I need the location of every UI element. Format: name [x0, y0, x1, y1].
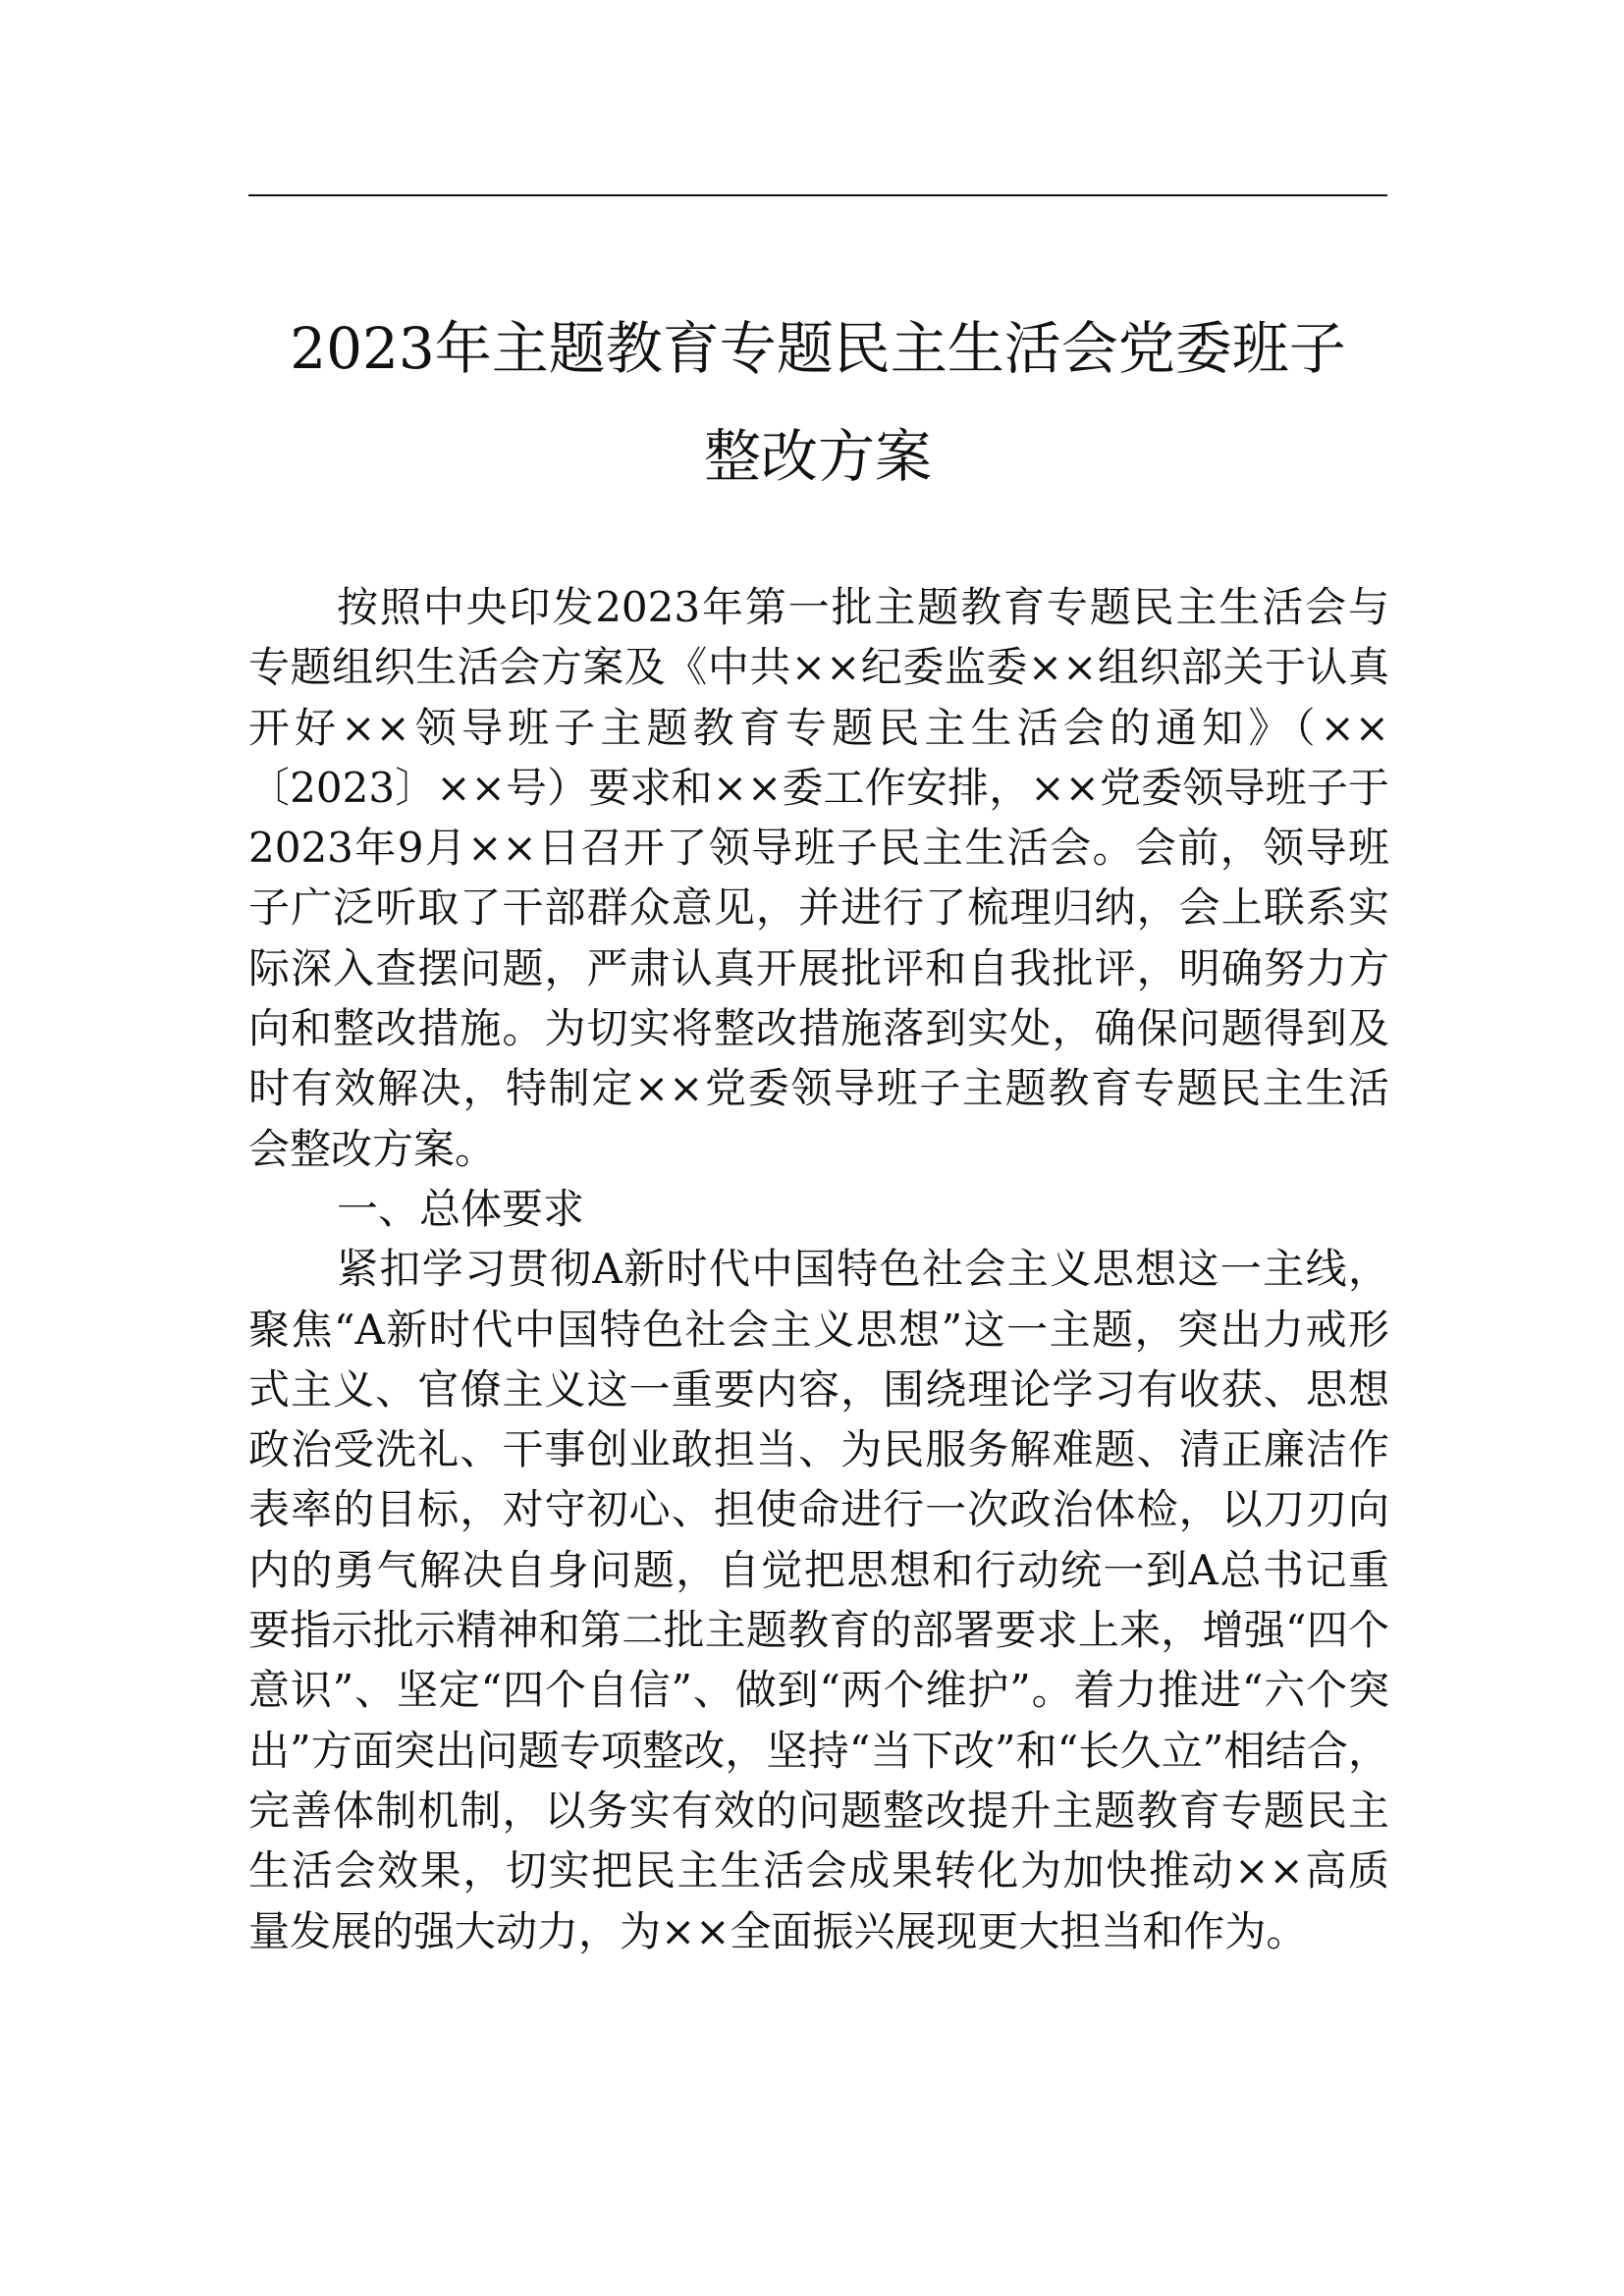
section-paragraph-general-requirements: 紧扣学习贯彻A新时代中国特色社会主义思想这一主线，聚焦“A新时代中国特色社会主义思想”这一主题，突出力戒形式主义、官僚主义这一重要内容，围绕理论学习有收获、思想政治受洗礼、干事创业敢担当、为民服务解难题、清正廉洁作表率的目标，对守初心、担使命进行一次政治体检，以刀刃向内的勇气解决自身问题，自觉把思想和行动统一到A总书记重要指示批示精神和第二批主题教育的部署要求上来，增强“四个意识”、坚定“四个自信”、做到“两个维护”。着力推进“六个突出”方面突出问题专项整改，坚持“当下改”和“长久立”相结合，完善体制机制，以务实有效的问题整改提升主题教育专题民主生活会效果，切实把民主生活会成果转化为加快推动××高质量发展的强大动力，为××全面振兴展现更大担当和作为。 [248, 1245, 1389, 1955]
title-line-1: 2023年主题教育专题民主生活会党委班子 [290, 315, 1346, 382]
section-heading-general-requirements: 一、总体要求 [337, 1184, 585, 1233]
document-title [248, 294, 1387, 510]
document-body [248, 577, 1389, 1961]
intro-paragraph: 按照中央印发2023年第一批主题教育专题民主生活会与专题组织生活会方案及《中共××纪委监委××组织部关于认真开好××领导班子主题教育专题民主生活会的通知》（××〔2023〕××号）要求和××委工作安排，××党委领导班子于2023年9月××日召开了领导班子民主生活会。会前，领导班子广泛听取了干部群众意见，并进行了梳理归纳，会上联系实际深入查摆问题，严肃认真开展批评和自我批评，明确努力方向和整改措施。为切实将整改措施落到实处，确保问题得到及时有效解决，特制定××党委领导班子主题教育专题民主生活会整改方案。 [248, 583, 1389, 1173]
title-line-2: 整改方案 [703, 423, 932, 490]
header-rule [248, 194, 1387, 196]
